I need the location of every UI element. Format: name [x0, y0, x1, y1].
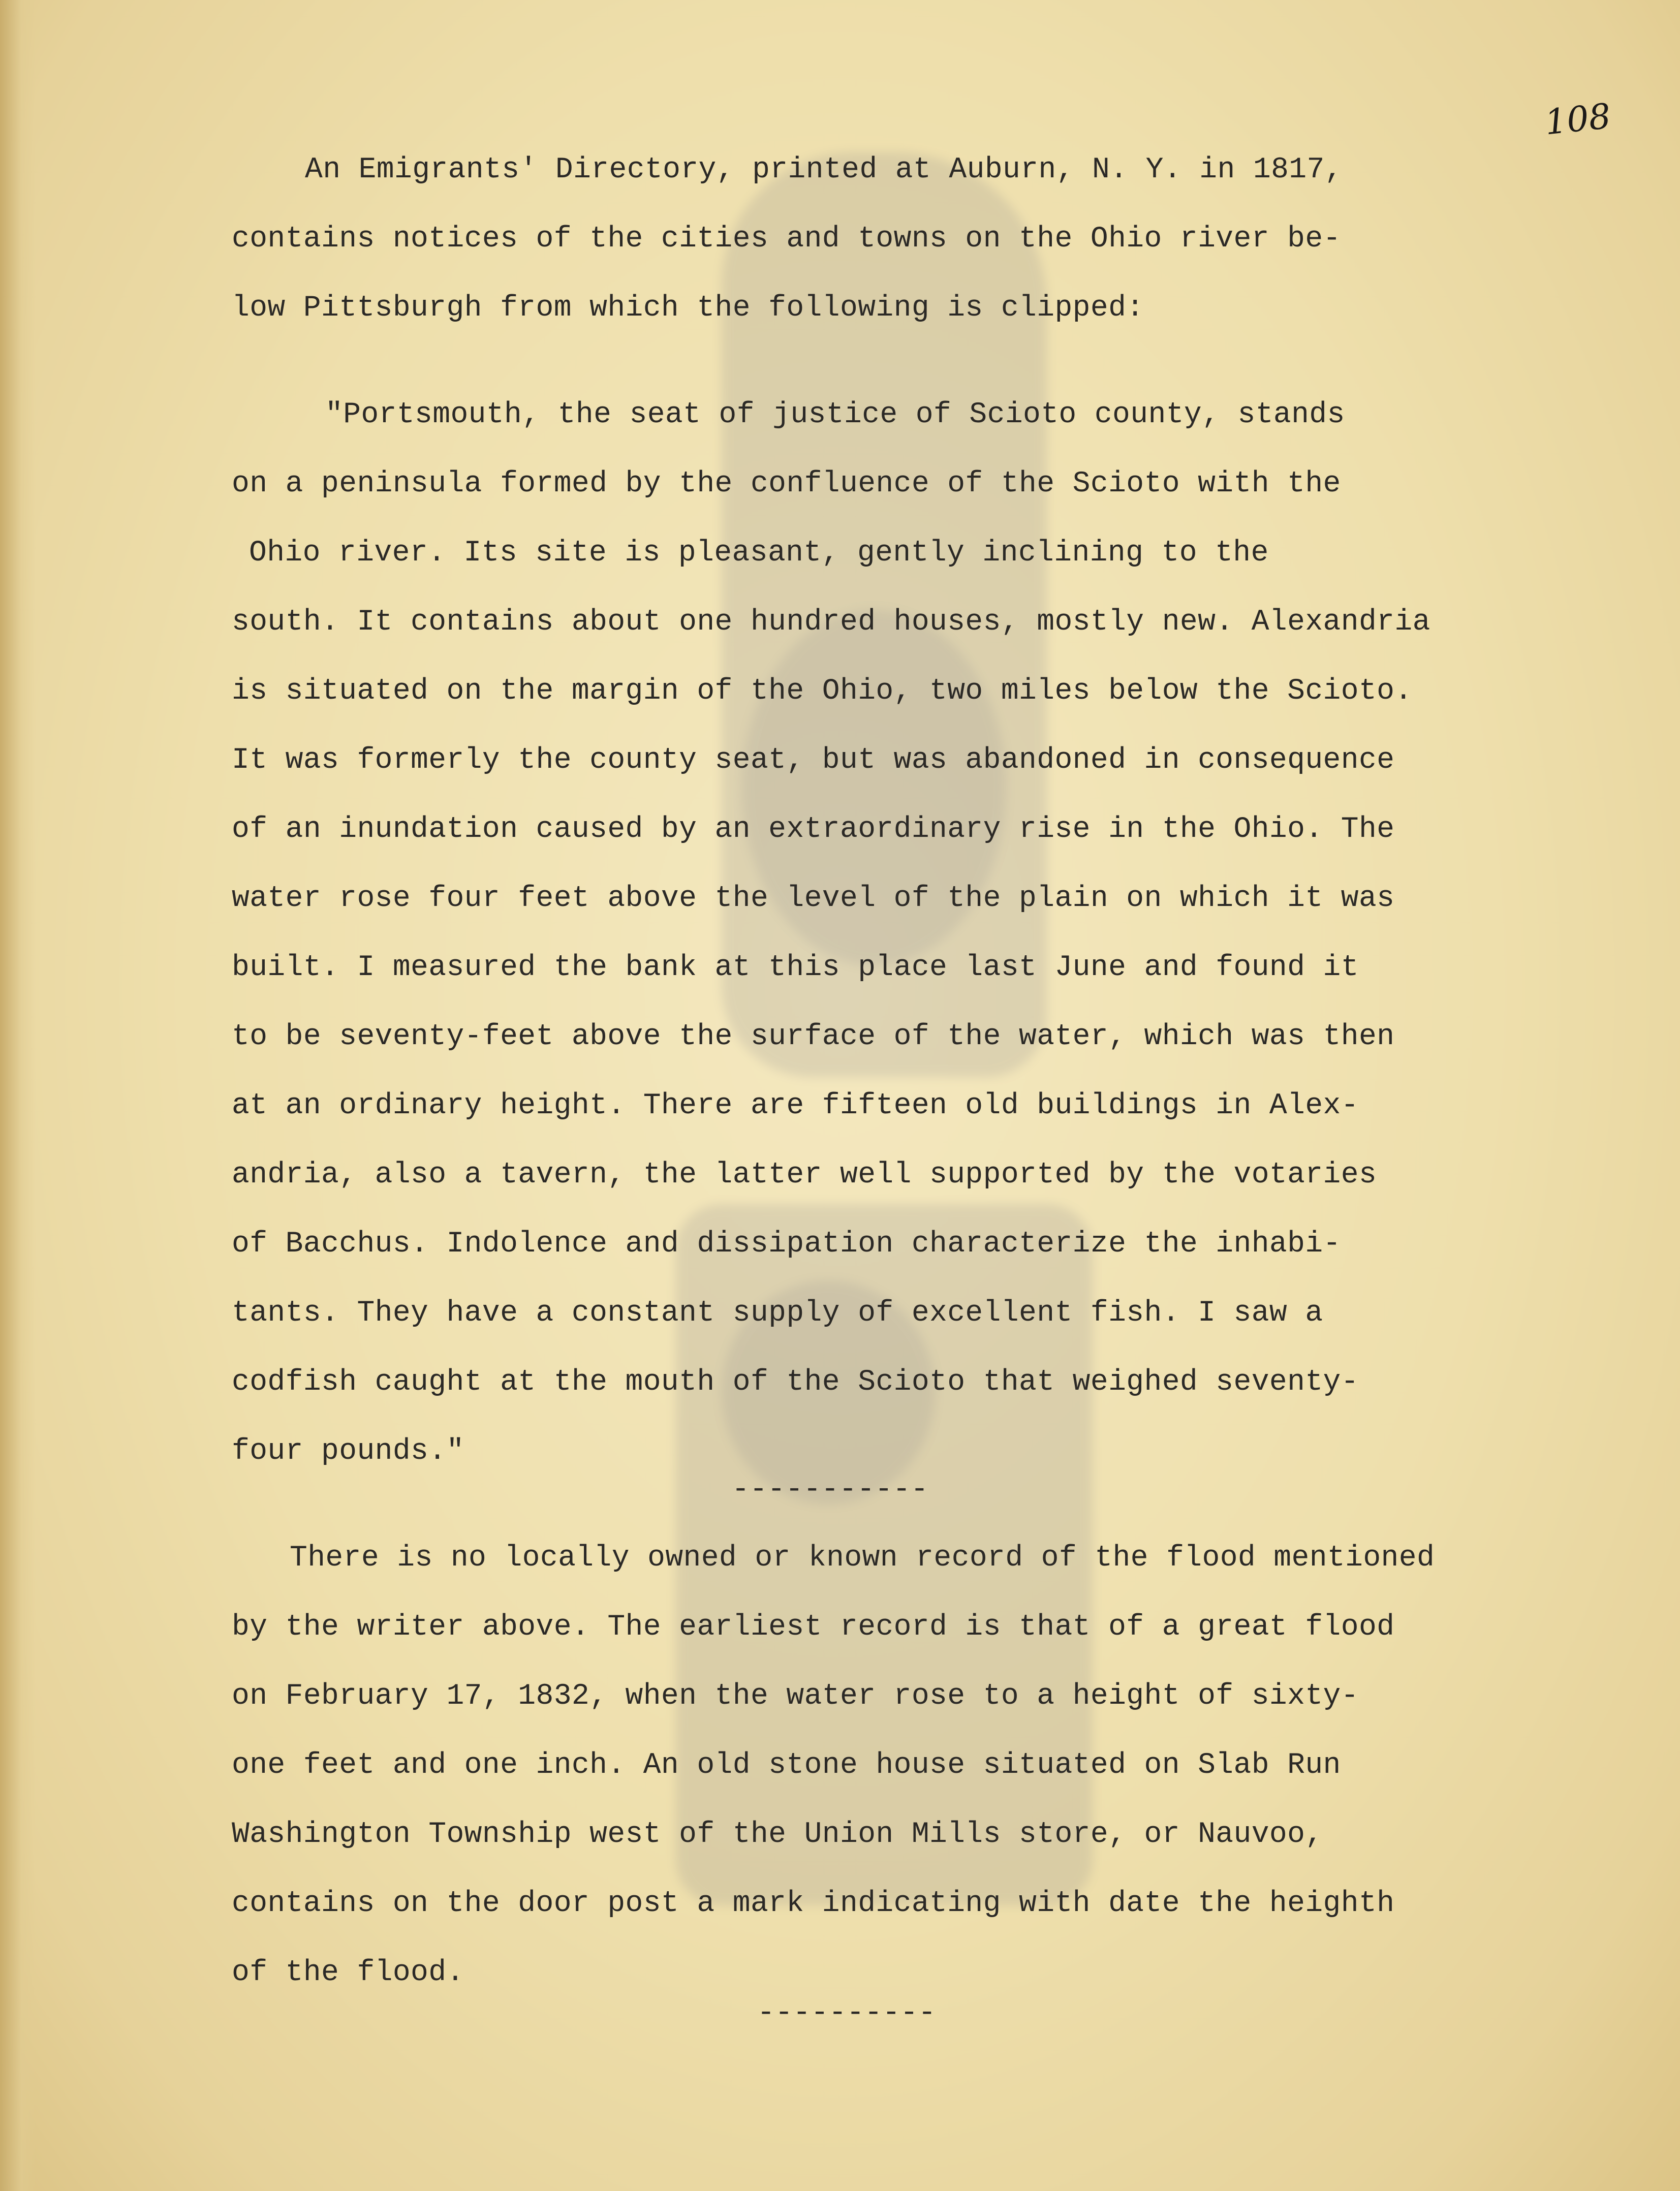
paragraph-2-line-10: to be seventy-feet above the surface of the water, which was then — [232, 1020, 1395, 1053]
paragraph-2-line-12: andria, also a tavern, the latter well supported by the votaries — [232, 1159, 1377, 1192]
paragraph-1-line-1: An Emigrants' Directory, printed at Auburn, N. Y. in 1817, — [305, 153, 1343, 186]
paragraph-3-line-3: on February 17, 1832, when the water rose to a height of sixty- — [232, 1680, 1359, 1713]
paper-edge-shading — [0, 0, 36, 2191]
paragraph-3-line-2: by the writer above. The earliest record is that of a great flood — [232, 1611, 1395, 1644]
paragraph-2-line-6: It was formerly the county seat, but was abandoned in consequence — [232, 744, 1395, 777]
paragraph-3-line-6: contains on the door post a mark indicating with date the heighth — [232, 1887, 1395, 1920]
paragraph-2-line-1: "Portsmouth, the seat of justice of Scioto county, stands — [325, 398, 1345, 431]
section-separator-2: ---------- — [757, 1997, 937, 2030]
paragraph-2-line-3: Ohio river. Its site is pleasant, gently inclining to the — [249, 537, 1269, 570]
paragraph-2-line-14: tants. They have a constant supply of excellent fish. I saw a — [232, 1297, 1323, 1330]
paragraph-3-line-4: one feet and one inch. An old stone house situated on Slab Run — [232, 1749, 1341, 1782]
handwritten-page-number: 108 — [1543, 96, 1613, 143]
paragraph-3-line-1: There is no locally owned or known record of the flood mentioned — [290, 1542, 1435, 1575]
paragraph-2-line-5: is situated on the margin of the Ohio, two miles below the Scioto. — [232, 675, 1413, 708]
paragraph-1-line-2: contains notices of the cities and towns on the Ohio river be- — [232, 223, 1341, 256]
paragraph-2-line-7: of an inundation caused by an extraordinary rise in the Ohio. The — [232, 813, 1395, 846]
paragraph-2-line-15: codfish caught at the mouth of the Scioto that weighed seventy- — [232, 1366, 1359, 1399]
paragraph-2-line-9: built. I measured the bank at this place last June and found it — [232, 951, 1359, 984]
paragraph-2-line-13: of Bacchus. Indolence and dissipation characterize the inhabi- — [232, 1228, 1341, 1261]
paragraph-2-line-2: on a peninsula formed by the confluence of the Scioto with the — [232, 467, 1341, 500]
paragraph-2-line-4: south. It contains about one hundred houses, mostly new. Alexandria — [232, 606, 1430, 639]
paragraph-3-line-5: Washington Township west of the Union Mills store, or Nauvoo, — [232, 1818, 1323, 1851]
paragraph-2-line-8: water rose four feet above the level of the plain on which it was — [232, 882, 1395, 915]
paragraph-2-line-11: at an ordinary height. There are fifteen old buildings in Alex- — [232, 1089, 1359, 1122]
section-separator-1: ----------- — [732, 1474, 929, 1507]
paragraph-2-line-16: four pounds." — [232, 1435, 464, 1468]
paragraph-1-line-3: low Pittsburgh from which the following is clipped: — [232, 292, 1144, 325]
paragraph-3-line-7: of the flood. — [232, 1956, 464, 1989]
